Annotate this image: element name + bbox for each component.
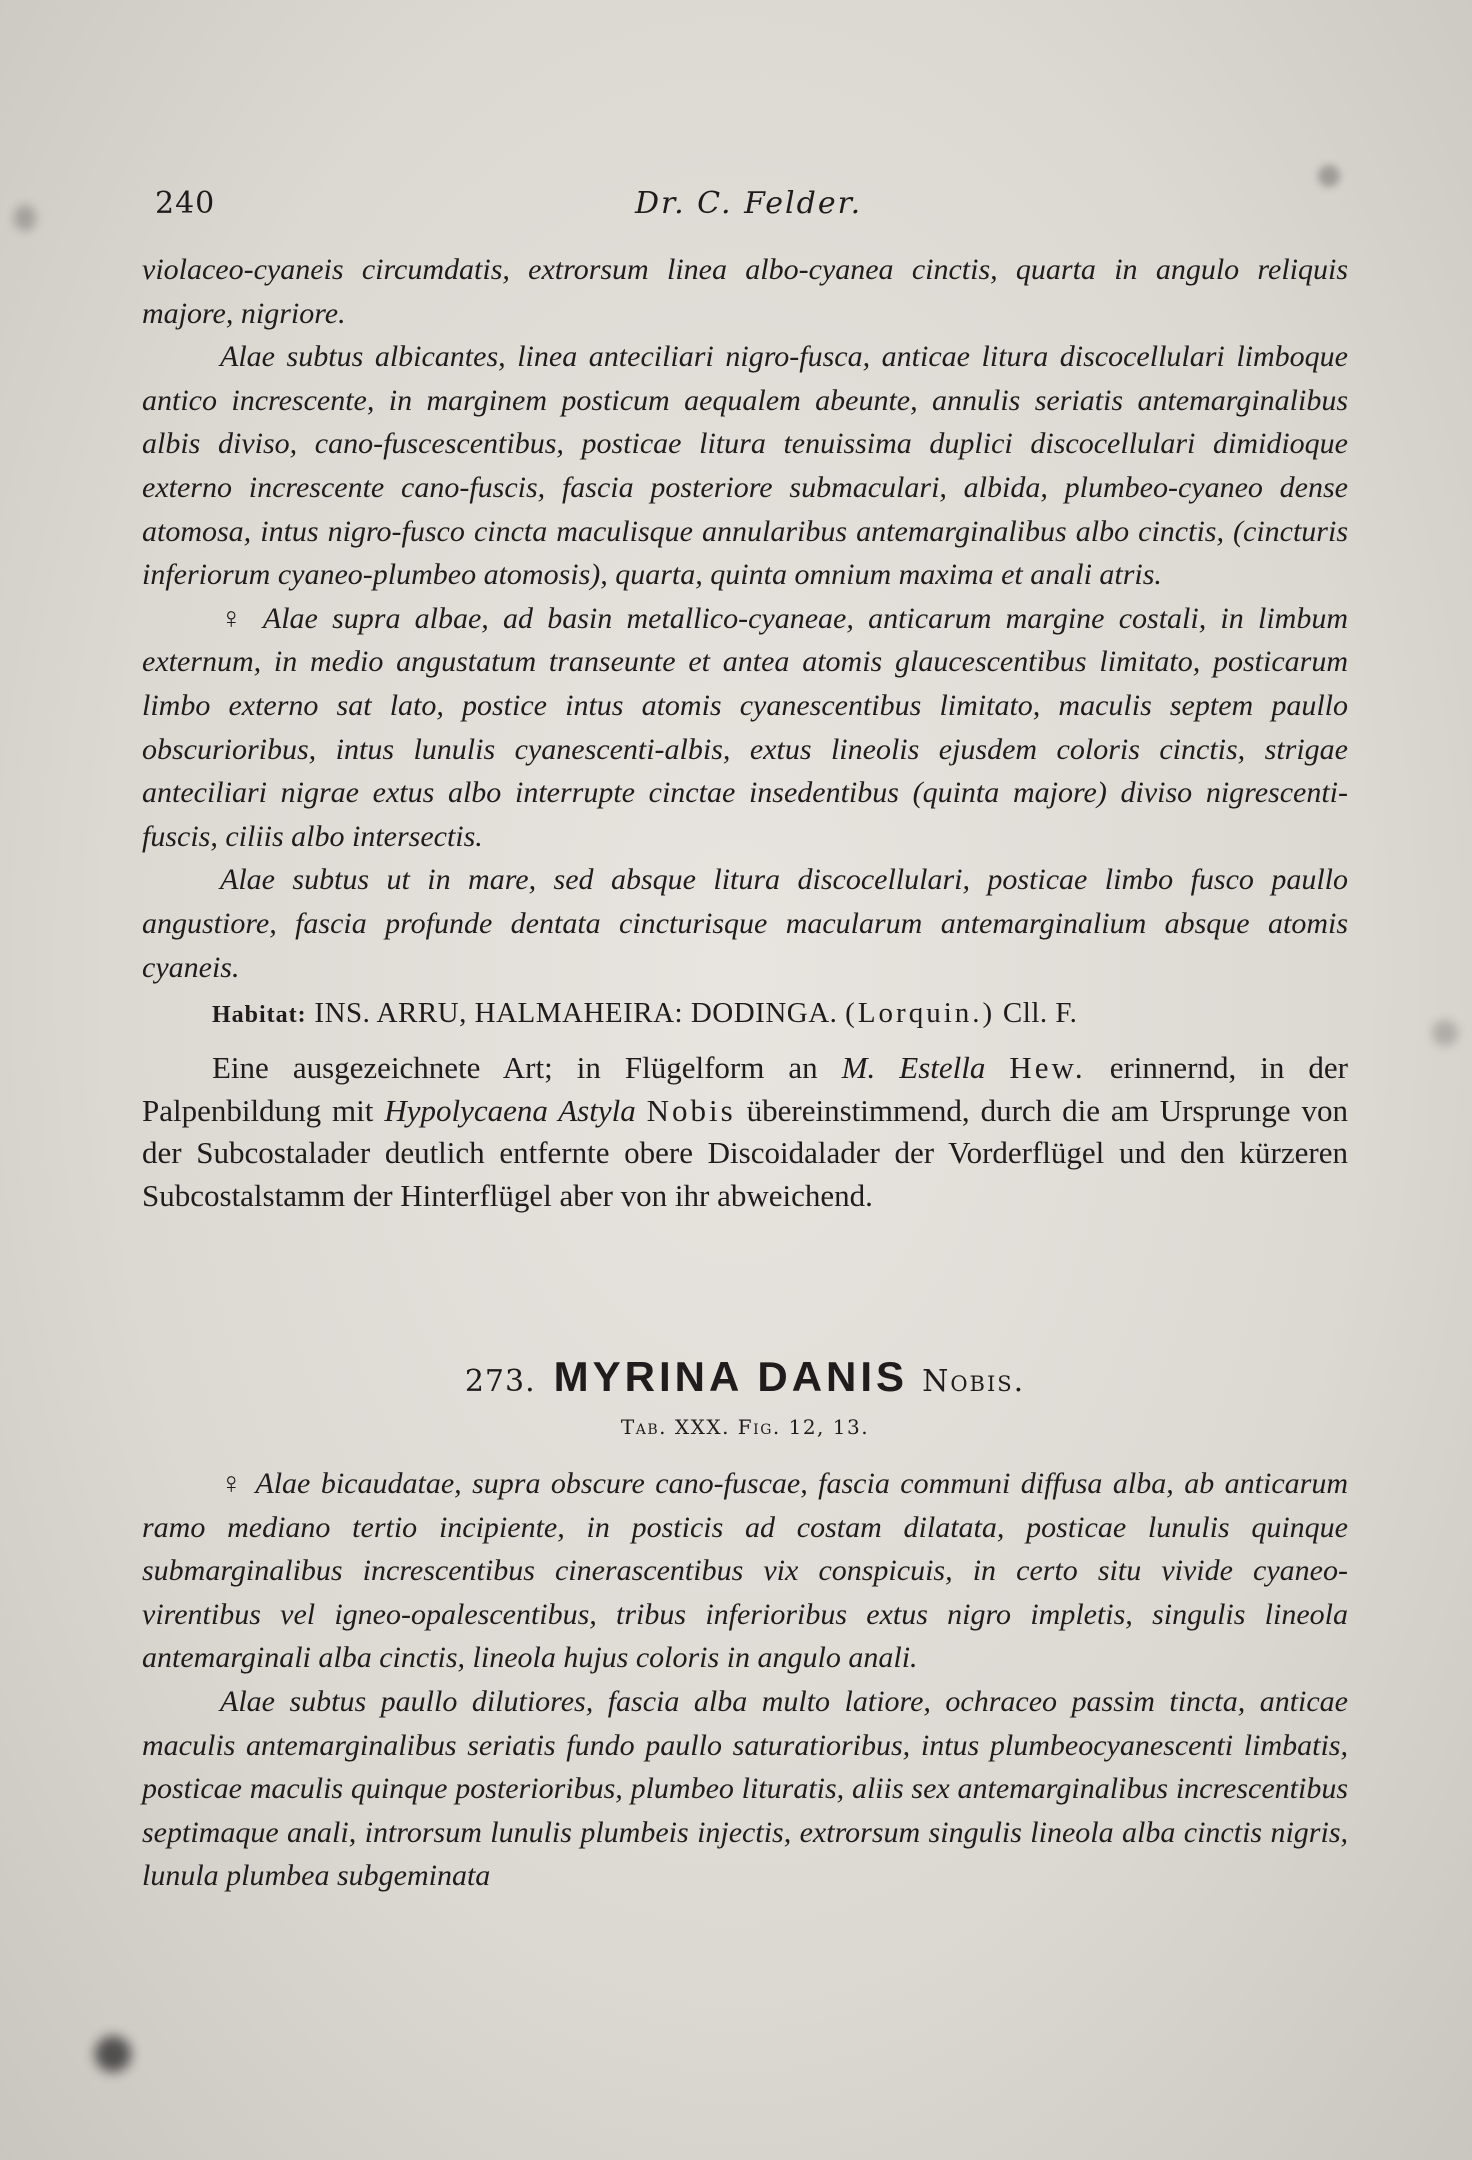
page-header <box>155 186 1255 236</box>
latin-paragraph-female: ♀ Alae supra albae, ad basin metallico-cyaneae, anticarum margine costali, in limbum externum, in medio angustatum transeunte et antea atomis glaucescentibus limitato, posticarum limbo externo sat lato, postice intus atomis cyanescentibus limitato, maculis septem paullo obscurioribus, intus lunulis cyanescenti-albis, extus lineolis ejusdem coloris cinctis, strigae anteciliari nigrae extus albo interrupte cinctae insedentibus (quinta majore) diviso nigrescenti-fuscis, ciliis albo intersectis. <box>142 601 1348 853</box>
species-description <box>142 1462 1348 1898</box>
remark-text: Eine ausgezeichnete Art; in Flügelform an <box>212 1050 842 1086</box>
paper-blemish <box>1318 165 1340 187</box>
german-remark <box>142 1047 1348 1217</box>
habitat-line <box>212 991 1348 1037</box>
remark-text: erinnernd, in der Palpenbildung mit <box>142 1050 1348 1128</box>
species-name: MYRINA DANIS <box>553 1353 909 1400</box>
paper-blemish <box>1432 1020 1458 1046</box>
description-continued <box>142 248 1348 1217</box>
species-number: 273. <box>464 1364 536 1399</box>
latin-paragraph: violaceo-cyaneis circumdatis, extrorsum linea albo-cyanea cinctis, quarta in angulo reliquis majore, nigriore. <box>142 253 1348 330</box>
running-head: Dr. C. Felder. <box>635 186 863 221</box>
latin-paragraph: Alae subtus albicantes, linea anteciliari nigro-fusca, anticae litura discocellulari limboque antico increscente, in marginem posticum aequalem abeunte, annulis seriatis antemarginalibus albis diviso, cano-fuscescentibus, posticae litura tenuissima duplici discocellulari dimidioque externo increscente cano-fuscis, fascia posteriore submaculari, albida, plumbeo-cyaneo dense atomosa, intus nigro-fusco cincta maculisque annularibus antemarginalibus albo cinctis, (cincturis inferiorum cyaneo-plumbeo atomosis), quarta, quinta omnium maxima et anali atris. <box>142 340 1348 592</box>
remark-text: übereinstimmend, durch die am Ursprunge von der Subcostalader deutlich entfernte obere Discoidalader der Vorderflügel und den kürzeren Subcostalstamm der Hinterflügel aber von ihr abweichend. <box>142 1092 1349 1213</box>
author-reference: Nobis <box>646 1092 736 1128</box>
author-reference: Hew. <box>1009 1050 1086 1086</box>
ink-stain <box>95 2036 131 2072</box>
paper-blemish <box>14 205 36 231</box>
species-title <box>142 1352 1348 1401</box>
latin-paragraph: Alae subtus ut in mare, sed absque litura discocellulari, posticae limbo fusco paullo angustiore, fascia profunde dentata cincturisque macularum antemarginalium absque atomis cyaneis. <box>142 863 1348 984</box>
latin-paragraph-female: ♀ Alae bicaudatae, supra obscure cano-fuscae, fascia communi diffusa alba, ab anticarum ramo mediano tertio incipiente, in posticis ad costam dilatata, posticae lunulis quinque submarginalibus increscentibus cinerascentibus vix conspicuis, in certo situ vivide cyaneo-virentibus vel igneo-opalescentibus, tribus inferioribus extus nigro impletis, singulis lineola antemarginali alba cinctis, lineola hujus coloris in angulo anali. <box>142 1467 1348 1675</box>
habitat-label: Habitat: <box>212 1002 307 1029</box>
plate-reference: Tab. XXX. Fig. 12, 13. <box>620 1415 870 1439</box>
habitat-collector: (Lorquin.) <box>845 997 996 1030</box>
species-author: Nobis. <box>922 1364 1026 1399</box>
species-reference: M. Estella <box>841 1050 986 1086</box>
latin-paragraph: Alae subtus paullo dilutiores, fascia alba multo latiore, ochraceo passim tincta, anticae maculis antemarginalibus seriatis fundo paullo saturatioribus, intus plumbeocyanescenti limbatis, posticae maculis quinque posterioribus, plumbeo lituratis, aliis sex antemarginalibus increscentibus septimaque anali, introrsum lunulis plumbeis injectis, extrorsum singulis lineola alba cinctis nigris, lunula plumbea subgeminata <box>142 1684 1348 1893</box>
habitat-localities: INS. ARRU, HALMAHEIRA: DODINGA. <box>314 997 838 1030</box>
species-heading <box>142 1352 1348 1439</box>
page-number: 240 <box>155 186 216 221</box>
species-reference: Hypolycaena Astyla <box>384 1092 636 1128</box>
habitat-collection: Cll. F. <box>1002 997 1078 1030</box>
